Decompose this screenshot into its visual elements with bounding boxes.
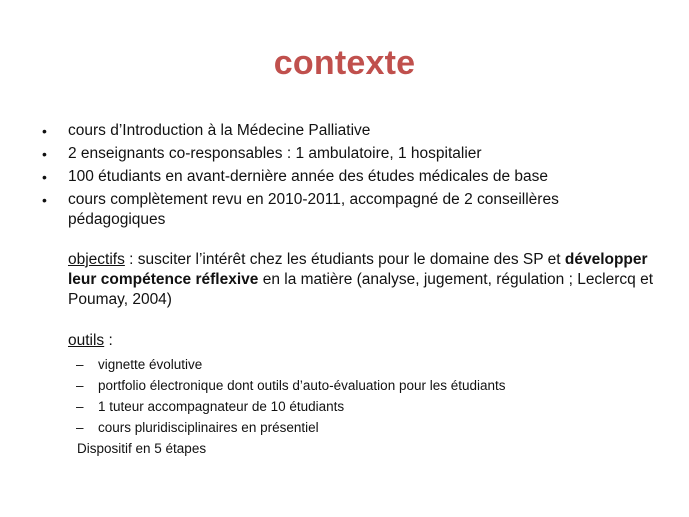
slide-title: contexte	[273, 44, 416, 82]
tools-heading	[40, 331, 660, 351]
objectives-text-after: en la matière (analyse, jugement, régulation ; Leclercq et Poumay, 2004)	[68, 271, 654, 308]
bullet-item	[40, 190, 660, 230]
tools-label: outils	[68, 332, 105, 349]
tools-item-text: portfolio électronique dont outils d’auto-évaluation pour les étudiants	[98, 378, 506, 393]
objectives-paragraph	[40, 250, 660, 310]
objectives-text-before: : susciter l’intérêt chez les étudiants pour le domaine des SP et	[124, 251, 565, 268]
bullet-text: cours d’Introduction à la Médecine Palliative	[68, 122, 371, 139]
bullet-icon: •	[42, 192, 47, 208]
dash-icon: –	[76, 378, 84, 393]
tools-suffix: :	[104, 332, 113, 349]
bullet-icon: •	[42, 146, 47, 162]
tools-item	[40, 375, 660, 396]
bullet-text: 100 étudiants en avant-dernière année des études médicales de base	[68, 168, 548, 185]
bullet-item	[40, 121, 660, 141]
objectives-label: objectifs	[68, 251, 125, 268]
tools-item	[40, 396, 660, 417]
tools-item	[40, 417, 660, 438]
bullet-item	[40, 167, 660, 187]
slide-body	[40, 121, 660, 459]
dash-icon: –	[76, 420, 84, 435]
dash-icon: –	[76, 357, 84, 372]
footer-note: Dispositif en 5 étapes	[77, 441, 207, 456]
bullet-icon: •	[42, 169, 47, 185]
objectives-emphasis: développer leur compétence réflexive	[68, 251, 648, 288]
tools-list	[40, 354, 660, 438]
dash-icon: –	[76, 399, 84, 414]
bullet-list	[40, 121, 660, 230]
tools-item	[40, 354, 660, 375]
bullet-item	[40, 144, 660, 164]
bullet-text: 2 enseignants co-responsables : 1 ambulatoire, 1 hospitalier	[68, 145, 482, 162]
tools-item-text: vignette évolutive	[98, 357, 203, 372]
tools-item-text: 1 tuteur accompagnateur de 10 étudiants	[98, 399, 345, 414]
tools-item-text: cours pluridisciplinaires en présentiel	[98, 420, 319, 435]
bullet-text: cours complètement revu en 2010-2011, accompagné de 2 conseillères pédagogiques	[68, 191, 559, 228]
bullet-icon: •	[42, 123, 47, 139]
